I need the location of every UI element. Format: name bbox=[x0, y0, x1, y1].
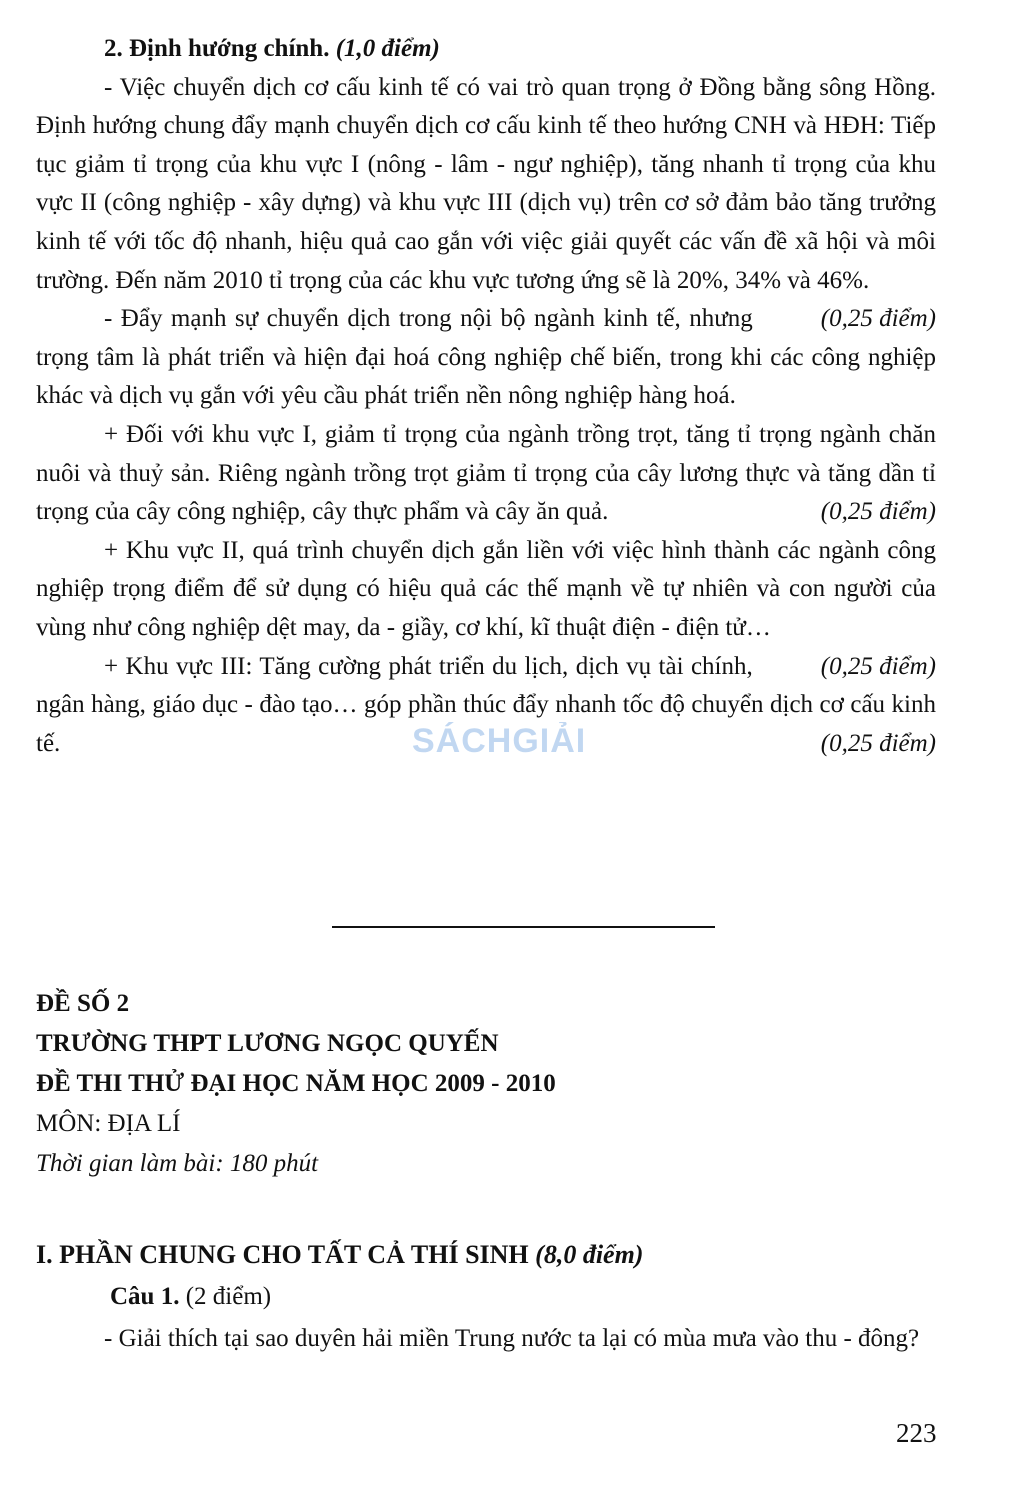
exam-time: Thời gian làm bài: 180 phút bbox=[36, 1150, 319, 1177]
paragraph-4 bbox=[36, 532, 936, 680]
paragraph-4-text: + Khu vực II, quá trình chuyển dịch gắn liền với việc hình thành các ngành công nghiệp trọng điểm để sử dụng có hiệu quả các thế mạnh về tự nhiên và con người của vùng như công nghiệp dệt may, da - giầy, cơ khí, kĩ thuật điện - điện tử… bbox=[36, 536, 936, 641]
exam-subject: MÔN: ĐỊA LÍ bbox=[36, 1110, 181, 1137]
question-1-label: Câu 1. bbox=[110, 1283, 180, 1310]
paragraph-1 bbox=[36, 69, 936, 333]
paragraph-3-score: (0,25 điểm) bbox=[820, 498, 936, 526]
paragraph-1-score: (0,25 điểm) bbox=[820, 305, 936, 333]
paragraph-3 bbox=[36, 416, 936, 532]
part-1-block bbox=[36, 1234, 936, 1360]
exam-header bbox=[36, 984, 936, 1184]
page-number: 223 bbox=[896, 1418, 937, 1448]
exam-title: ĐỀ SỐ 2 bbox=[36, 990, 130, 1017]
question-1-heading bbox=[36, 1276, 936, 1318]
exam-school: TRƯỜNG THPT LƯƠNG NGỌC QUYẾN bbox=[36, 1030, 499, 1057]
part-1-heading-score: (8,0 điểm) bbox=[535, 1240, 644, 1269]
paragraph-3-text: + Đối với khu vực I, giảm tỉ trọng của ngành trồng trọt, tăng tỉ trọng ngành chăn nuôi và thuỷ sản. Riêng ngành trồng trọt giảm tỉ trọng của cây lương thực và tăng dần tỉ trọng của cây công nghiệp, cây thực phẩm và cây ăn quả. bbox=[36, 420, 936, 526]
section-heading bbox=[36, 30, 936, 69]
exam-name: ĐỀ THI THỬ ĐẠI HỌC NĂM HỌC 2009 - 2010 bbox=[36, 1070, 556, 1097]
part-1-heading bbox=[36, 1234, 936, 1276]
paragraph-4-score: (0,25 điểm) bbox=[820, 652, 936, 680]
watermark-logo: SÁCHGIẢI bbox=[412, 722, 587, 760]
paragraph-2-text: - Đẩy mạnh sự chuyển dịch trong nội bộ ngành kinh tế, nhưng trọng tâm là phát triển và hiện đại hoá công nghiệp chế biến, trong khi các công nghiệp khác và dịch vụ gắn với yêu cầu phát triển nền nông nghiệp hàng hoá. bbox=[36, 305, 936, 410]
section-divider bbox=[332, 926, 715, 928]
question-1-text: - Giải thích tại sao duyên hải miền Trung nước ta lại có mùa mưa vào thu - đông? bbox=[104, 1325, 920, 1352]
paragraph-5-score: (0,25 điểm) bbox=[820, 729, 936, 757]
paragraph-5-text: + Khu vực III: Tăng cường phát triển du lịch, dịch vụ tài chính, ngân hàng, giáo dục - đào tạo… góp phần thúc đẩy nhanh tốc độ chuyển dịch cơ cấu kinh tế. bbox=[36, 652, 936, 757]
paragraph-1-text: - Việc chuyển dịch cơ cấu kinh tế có vai trò quan trọng ở Đồng bằng sông Hồng. Định hướng chung đẩy mạnh chuyển dịch cơ cấu kinh tế theo hướng CNH và HĐH: Tiếp tục giảm tỉ trọng của khu vực I (nông - lâm - ngư nghiệp), tăng nhanh tỉ trọng của khu vực II (công nghiệp - xây dựng) và khu vực III (dịch vụ) trên cơ sở đảm bảo tăng trưởng kinh tế với tốc độ nhanh, hiệu quả cao gắn với việc giải quyết các vấn đề xã hội và môi trường. Đến năm 2010 tỉ trọng của các khu vực tương ứng sẽ là 20%, 34% và 46%. bbox=[36, 73, 936, 294]
part-1-heading-text: I. PHẦN CHUNG CHO TẤT CẢ THÍ SINH bbox=[36, 1240, 529, 1269]
question-1-score: (2 điểm) bbox=[185, 1283, 272, 1310]
section-heading-score: (1,0 điểm) bbox=[335, 35, 440, 62]
section-heading-text: 2. Định hướng chính. bbox=[104, 35, 330, 62]
section-2-block bbox=[36, 30, 936, 763]
